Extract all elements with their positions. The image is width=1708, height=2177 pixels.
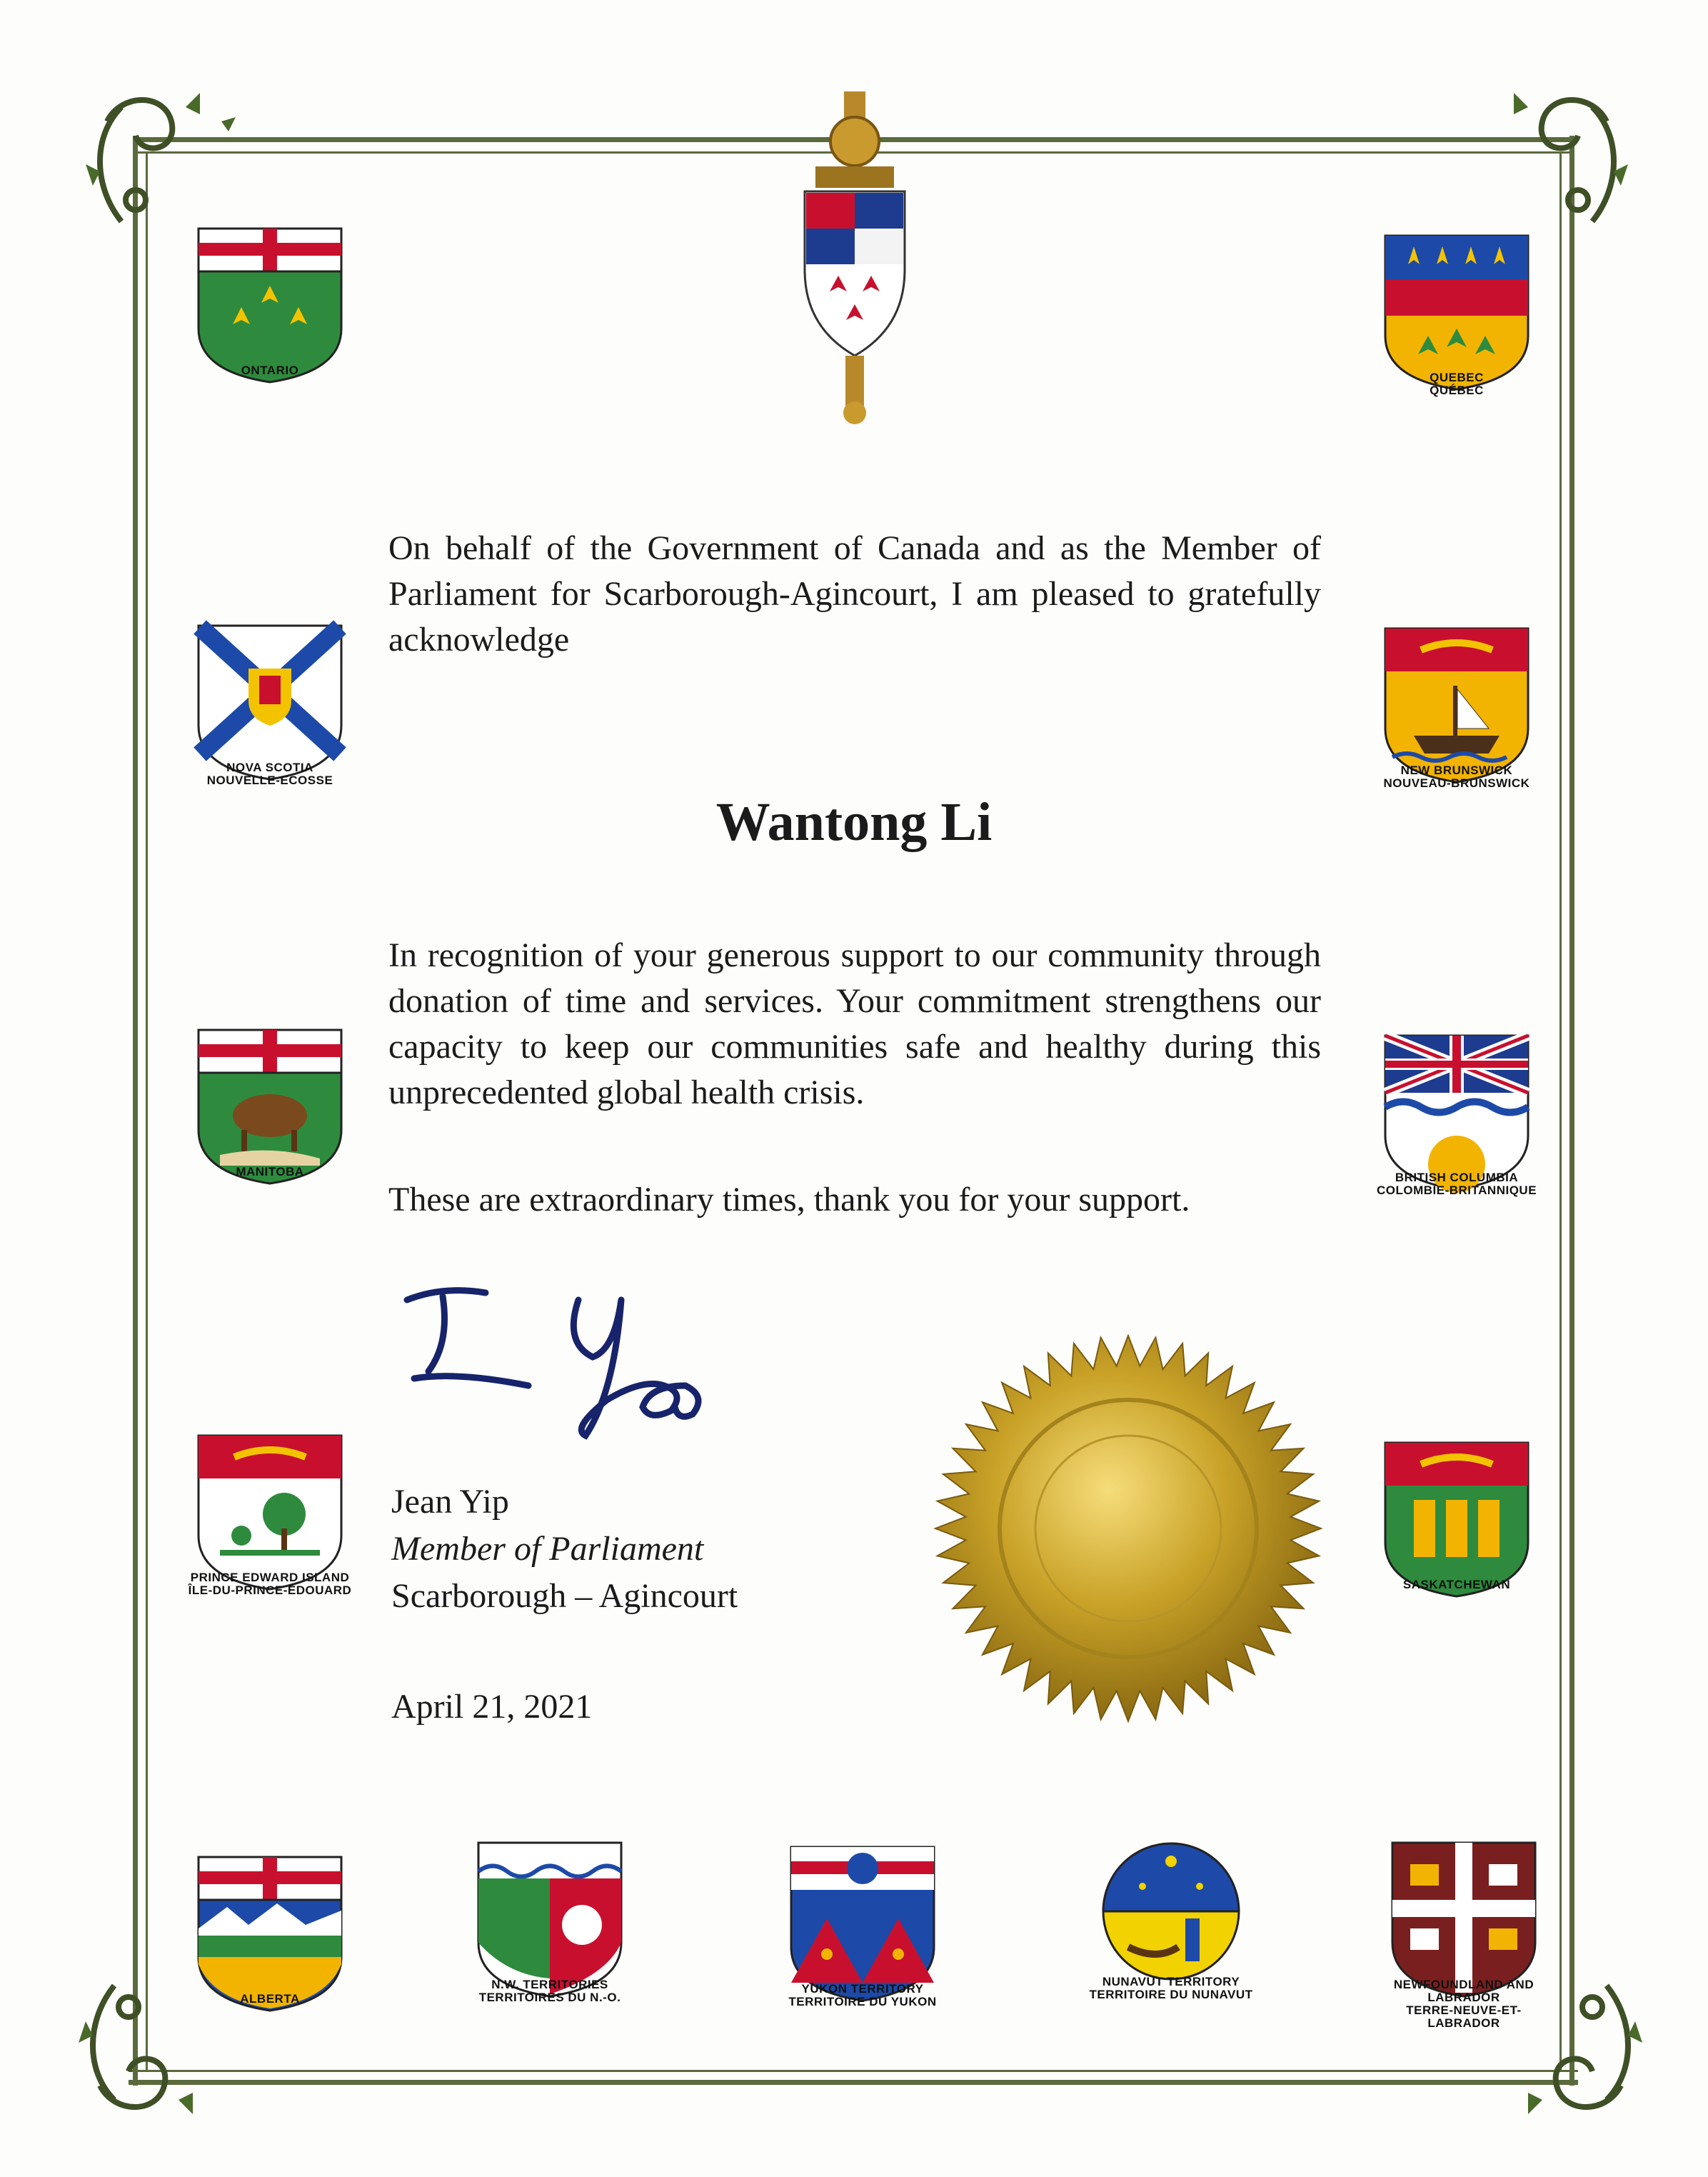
crest-label: TERRITOIRES DU N.-O. — [478, 1991, 621, 2004]
crest-saskatchewan — [1371, 1436, 1542, 1621]
signer-title: Member of Parliament — [391, 1530, 704, 1568]
certificate-date: April 21, 2021 — [391, 1688, 593, 1726]
crest-label: QUEBEC — [1430, 371, 1484, 384]
crest-label: TERRE-NEUVE-ET-LABRADOR — [1406, 2003, 1522, 2030]
crest-label: NOUVELLE-ECOSSE — [206, 774, 333, 787]
crest-yukon — [777, 1840, 948, 2026]
crest-nwt — [464, 1836, 636, 2021]
closing-line: These are extraordinary times, thank you for your support. — [388, 1181, 1190, 1218]
gold-seal-icon — [928, 1328, 1328, 1728]
crest-label: NOUVEAU-BRUNSWICK — [1383, 776, 1530, 790]
crest-label: NEWFOUNDLAND AND LABRADOR — [1393, 1978, 1534, 2004]
crest-label: QUÉBEC — [1430, 384, 1484, 397]
crest-label: NOVA SCOTIA — [226, 761, 313, 774]
crest-label: NUNAVUT TERRITORY — [1102, 1975, 1240, 1988]
crest-newfoundland — [1378, 1836, 1549, 2030]
acknowledgement-paragraph: On behalf of the Government of Canada and as the Member of Parliament for Scarborough-Agincourt, I am pleased to gratefully acknowledge — [388, 529, 1321, 659]
crest-british-columbia — [1371, 1029, 1542, 1214]
crest-label: COLOMBIE-BRITANNIQUE — [1376, 1183, 1537, 1197]
crest-label: N.W. TERRITORIES — [491, 1978, 608, 1991]
signature-icon — [400, 1278, 714, 1450]
crest-nunavut — [1085, 1833, 1257, 2018]
crest-new-brunswick — [1371, 621, 1542, 807]
signer-name: Jean Yip — [391, 1483, 509, 1521]
crest-alberta — [184, 1850, 356, 2036]
crest-label: ONTARIO — [241, 364, 299, 377]
crest-label: ÎLE-DU-PRINCE-ÉDOUARD — [188, 1583, 352, 1597]
recognition-paragraph: In recognition of your generous support to our community through donation of time and services. Your commitment strengthens our capacity to keep our communities safe and healthy during this unprecedented global health crisis. — [388, 936, 1321, 1111]
crest-label: PRINCE EDWARD ISLAND — [190, 1571, 350, 1584]
crest-label: SASKATCHEWAN — [1402, 1578, 1511, 1591]
crest-label: MANITOBA — [236, 1165, 304, 1178]
crest-label: TERRITOIRE DU YUKON — [788, 1995, 937, 2008]
crest-ontario — [184, 221, 356, 407]
crest-pei — [184, 1428, 356, 1614]
crest-nova-scotia — [184, 619, 356, 804]
signer-block — [391, 1478, 738, 1620]
crest-label: TERRITOIRE DU NUNAVUT — [1089, 1988, 1253, 2001]
crest-label: BRITISH COLUMBIA — [1395, 1171, 1519, 1184]
crest-label: YUKON TERRITORY — [801, 1982, 924, 1996]
crest-quebec — [1371, 229, 1542, 414]
parliament-mace-icon — [794, 91, 915, 427]
crest-manitoba — [184, 1023, 356, 1208]
recipient-name: Wantong Li — [715, 792, 993, 852]
crest-label: ALBERTA — [240, 1992, 300, 2006]
signer-riding: Scarborough – Agincourt — [391, 1577, 738, 1615]
crest-label: NEW BRUNSWICK — [1400, 764, 1513, 777]
